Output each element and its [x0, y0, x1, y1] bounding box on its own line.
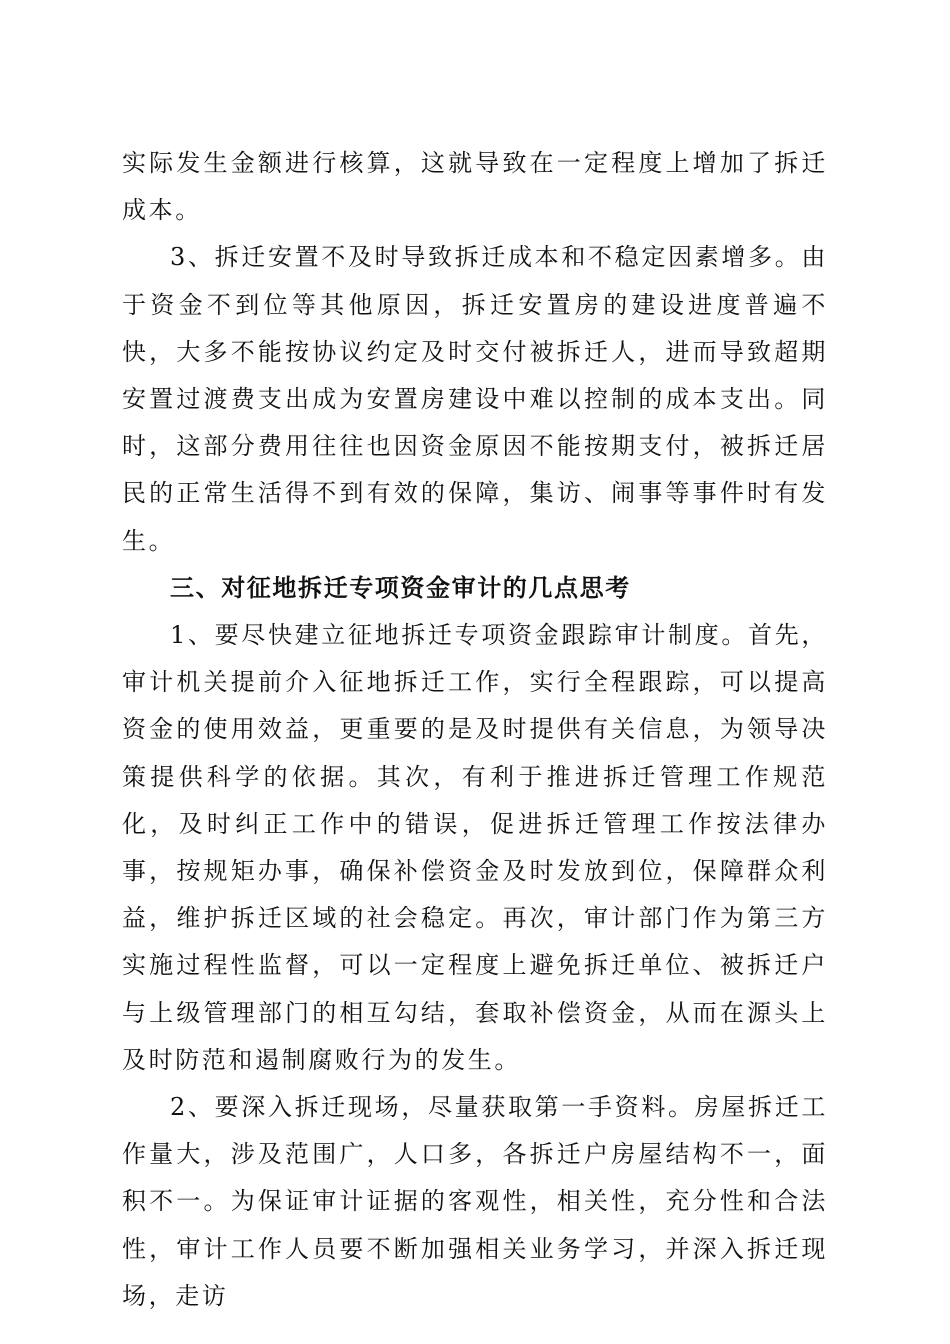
- continued-paragraph: 实际发生金额进行核算，这就导致在一定程度上增加了拆迁成本。: [122, 149, 828, 225]
- paragraph-item-1: 1、要尽快建立征地拆迁专项资金跟踪审计制度。首先，审计机关提前介入征地拆迁工作，实行全程跟踪，可以提高资金的使用效益，更重要的是及时提供有关信息，为领导决策提供科学的依据。其次，有利于推进拆迁管理工作规范化，及时纠正工作中的错误，促进拆迁管理工作按法律办事，按规矩办事，确保补偿资金及时发放到位，保障群众利益，维护拆迁区域的社会稳定。再次，审计部门作为第三方实施过程性监督，可以一定程度上避免拆迁单位、被拆迁户与上级管理部门的相互勾结，套取补偿资金，从而在源头上及时防范和遏制腐败行为的发生。: [122, 621, 828, 1074]
- paragraph-item-3: 3、拆迁安置不及时导致拆迁成本和不稳定因素增多。由于资金不到位等其他原因，拆迁安置房的建设进度普遍不快，大多不能按协议约定及时交付被拆迁人，进而导致超期安置过渡费支出成为安置房建设中难以控制的成本支出。同时，这部分费用往往也因资金原因不能按期支付，被拆迁居民的正常生活得不到有效的保障，集访、闹事等事件时有发生。: [122, 243, 828, 555]
- document-body: [122, 140, 828, 1320]
- section-heading-3: 三、对征地拆迁专项资金审计的几点思考: [170, 573, 631, 602]
- paragraph-item-2: 2、要深入拆迁现场，尽量获取第一手资料。房屋拆迁工作量大，涉及范围广，人口多，各拆迁户房屋结构不一，面积不一。为保证审计证据的客观性，相关性，充分性和合法性，审计工作人员要不断加强相关业务学习，并深入拆迁现场，走访: [122, 1093, 828, 1310]
